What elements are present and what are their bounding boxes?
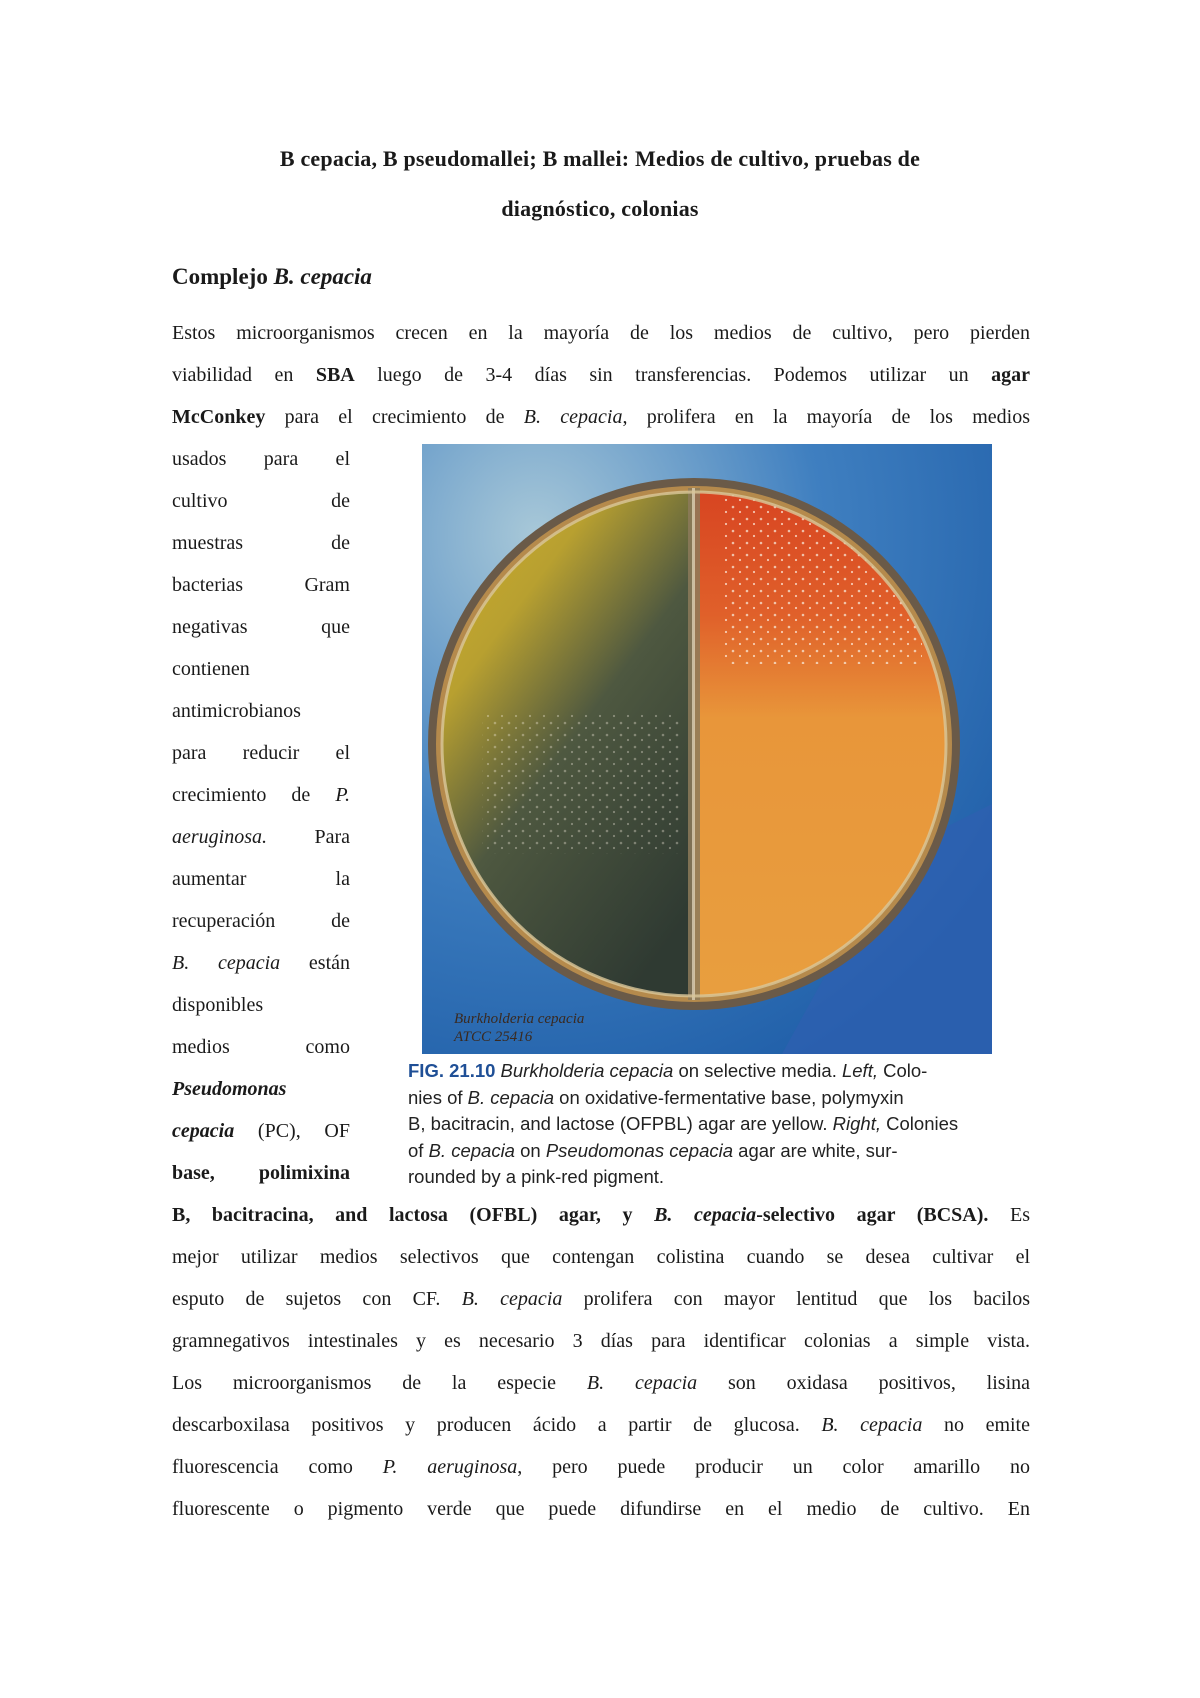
column-line-2: cultivo de [172, 490, 350, 512]
column-line-8: para reducir el [172, 742, 350, 764]
column-line-7: antimicrobianos [172, 700, 301, 722]
column-line-3: muestras de [172, 532, 350, 554]
plate-label: Burkholderia cepacia ATCC 25416 [454, 1011, 585, 1045]
column-line-12: recuperación de [172, 910, 350, 932]
column-line-15: medios como [172, 1036, 350, 1058]
para2-line-6: descarboxilasa positivos y producen ácido a partir de glucosa. B. cepacia no emite [172, 1414, 1030, 1436]
column-line-14: disponibles [172, 994, 264, 1016]
column-line-13: B. cepacia están [172, 952, 350, 974]
document-title-line-2: diagnóstico, colonias [501, 196, 699, 221]
para2-line-4: gramnegativos intestinales y es necesario 3 días para identificar colonias a simple vista. [172, 1330, 1030, 1352]
petri-dish-illustration [422, 444, 992, 1054]
column-line-18: base, polimixina [172, 1162, 350, 1184]
para1-line-2: viabilidad en SBA luego de 3-4 días sin transferencias. Podemos utilizar un agar [172, 364, 1030, 386]
para1-line-1: Estos microorganismos crecen en la mayoría de los medios de cultivo, pero pierden [172, 322, 1030, 344]
document-title-line-1: B cepacia, B pseudomallei; B mallei: Medios de cultivo, pruebas de [279, 146, 921, 171]
para1-line-3: McConkey para el crecimiento de B. cepacia, prolifera en la mayoría de los medios [172, 406, 1030, 428]
section-heading [172, 264, 372, 290]
para2-line-2: mejor utilizar medios selectivos que contengan colistina cuando se desea cultivar el [172, 1246, 1030, 1268]
section-heading-italic: B. cepacia [273, 264, 372, 289]
figure-label: FIG. 21.10 [408, 1060, 496, 1081]
section-heading-prefix: Complejo [172, 264, 274, 289]
column-line-1: usados para el [172, 448, 350, 470]
column-line-6: contienen [172, 658, 250, 680]
figure-caption: FIG. 21.10 Burkholderia cepacia on selective media. Left, Colo- nies of B. cepacia on oxidative-fermentative base, polymyxin B, bacitracin, and lactose (OFPBL) agar are yellow. Right, Colonies of B. cepacia on Pseudomonas cepacia agar are white, sur- rounded by a pink-red pigment. [408, 1060, 959, 1187]
column-line-9: crecimiento de P. [172, 784, 350, 806]
column-line-17: cepacia (PC), OF [172, 1120, 350, 1142]
column-line-16: Pseudomonas [172, 1078, 287, 1100]
column-line-11: aumentar la [172, 868, 350, 890]
para2-line-1: B, bacitracina, and lactosa (OFBL) agar, y B. cepacia-selectivo agar (BCSA). Es [172, 1204, 1030, 1226]
para2-line-7: fluorescencia como P. aeruginosa, pero puede producir un color amarillo no [172, 1456, 1031, 1478]
para2-line-3: esputo de sujetos con CF. B. cepacia prolifera con mayor lentitud que los bacilos [172, 1288, 1030, 1310]
column-line-5: negativas que [172, 616, 350, 638]
column-line-10: aeruginosa. Para [172, 826, 350, 848]
petri-dish-photo [422, 444, 992, 1054]
para2-line-8: fluorescente o pigmento verde que puede difundirse en el medio de cultivo. En [172, 1498, 1030, 1520]
column-line-4: bacterias Gram [172, 574, 350, 596]
para2-line-5: Los microorganismos de la especie B. cepacia son oxidasa positivos, lisina [172, 1372, 1031, 1394]
